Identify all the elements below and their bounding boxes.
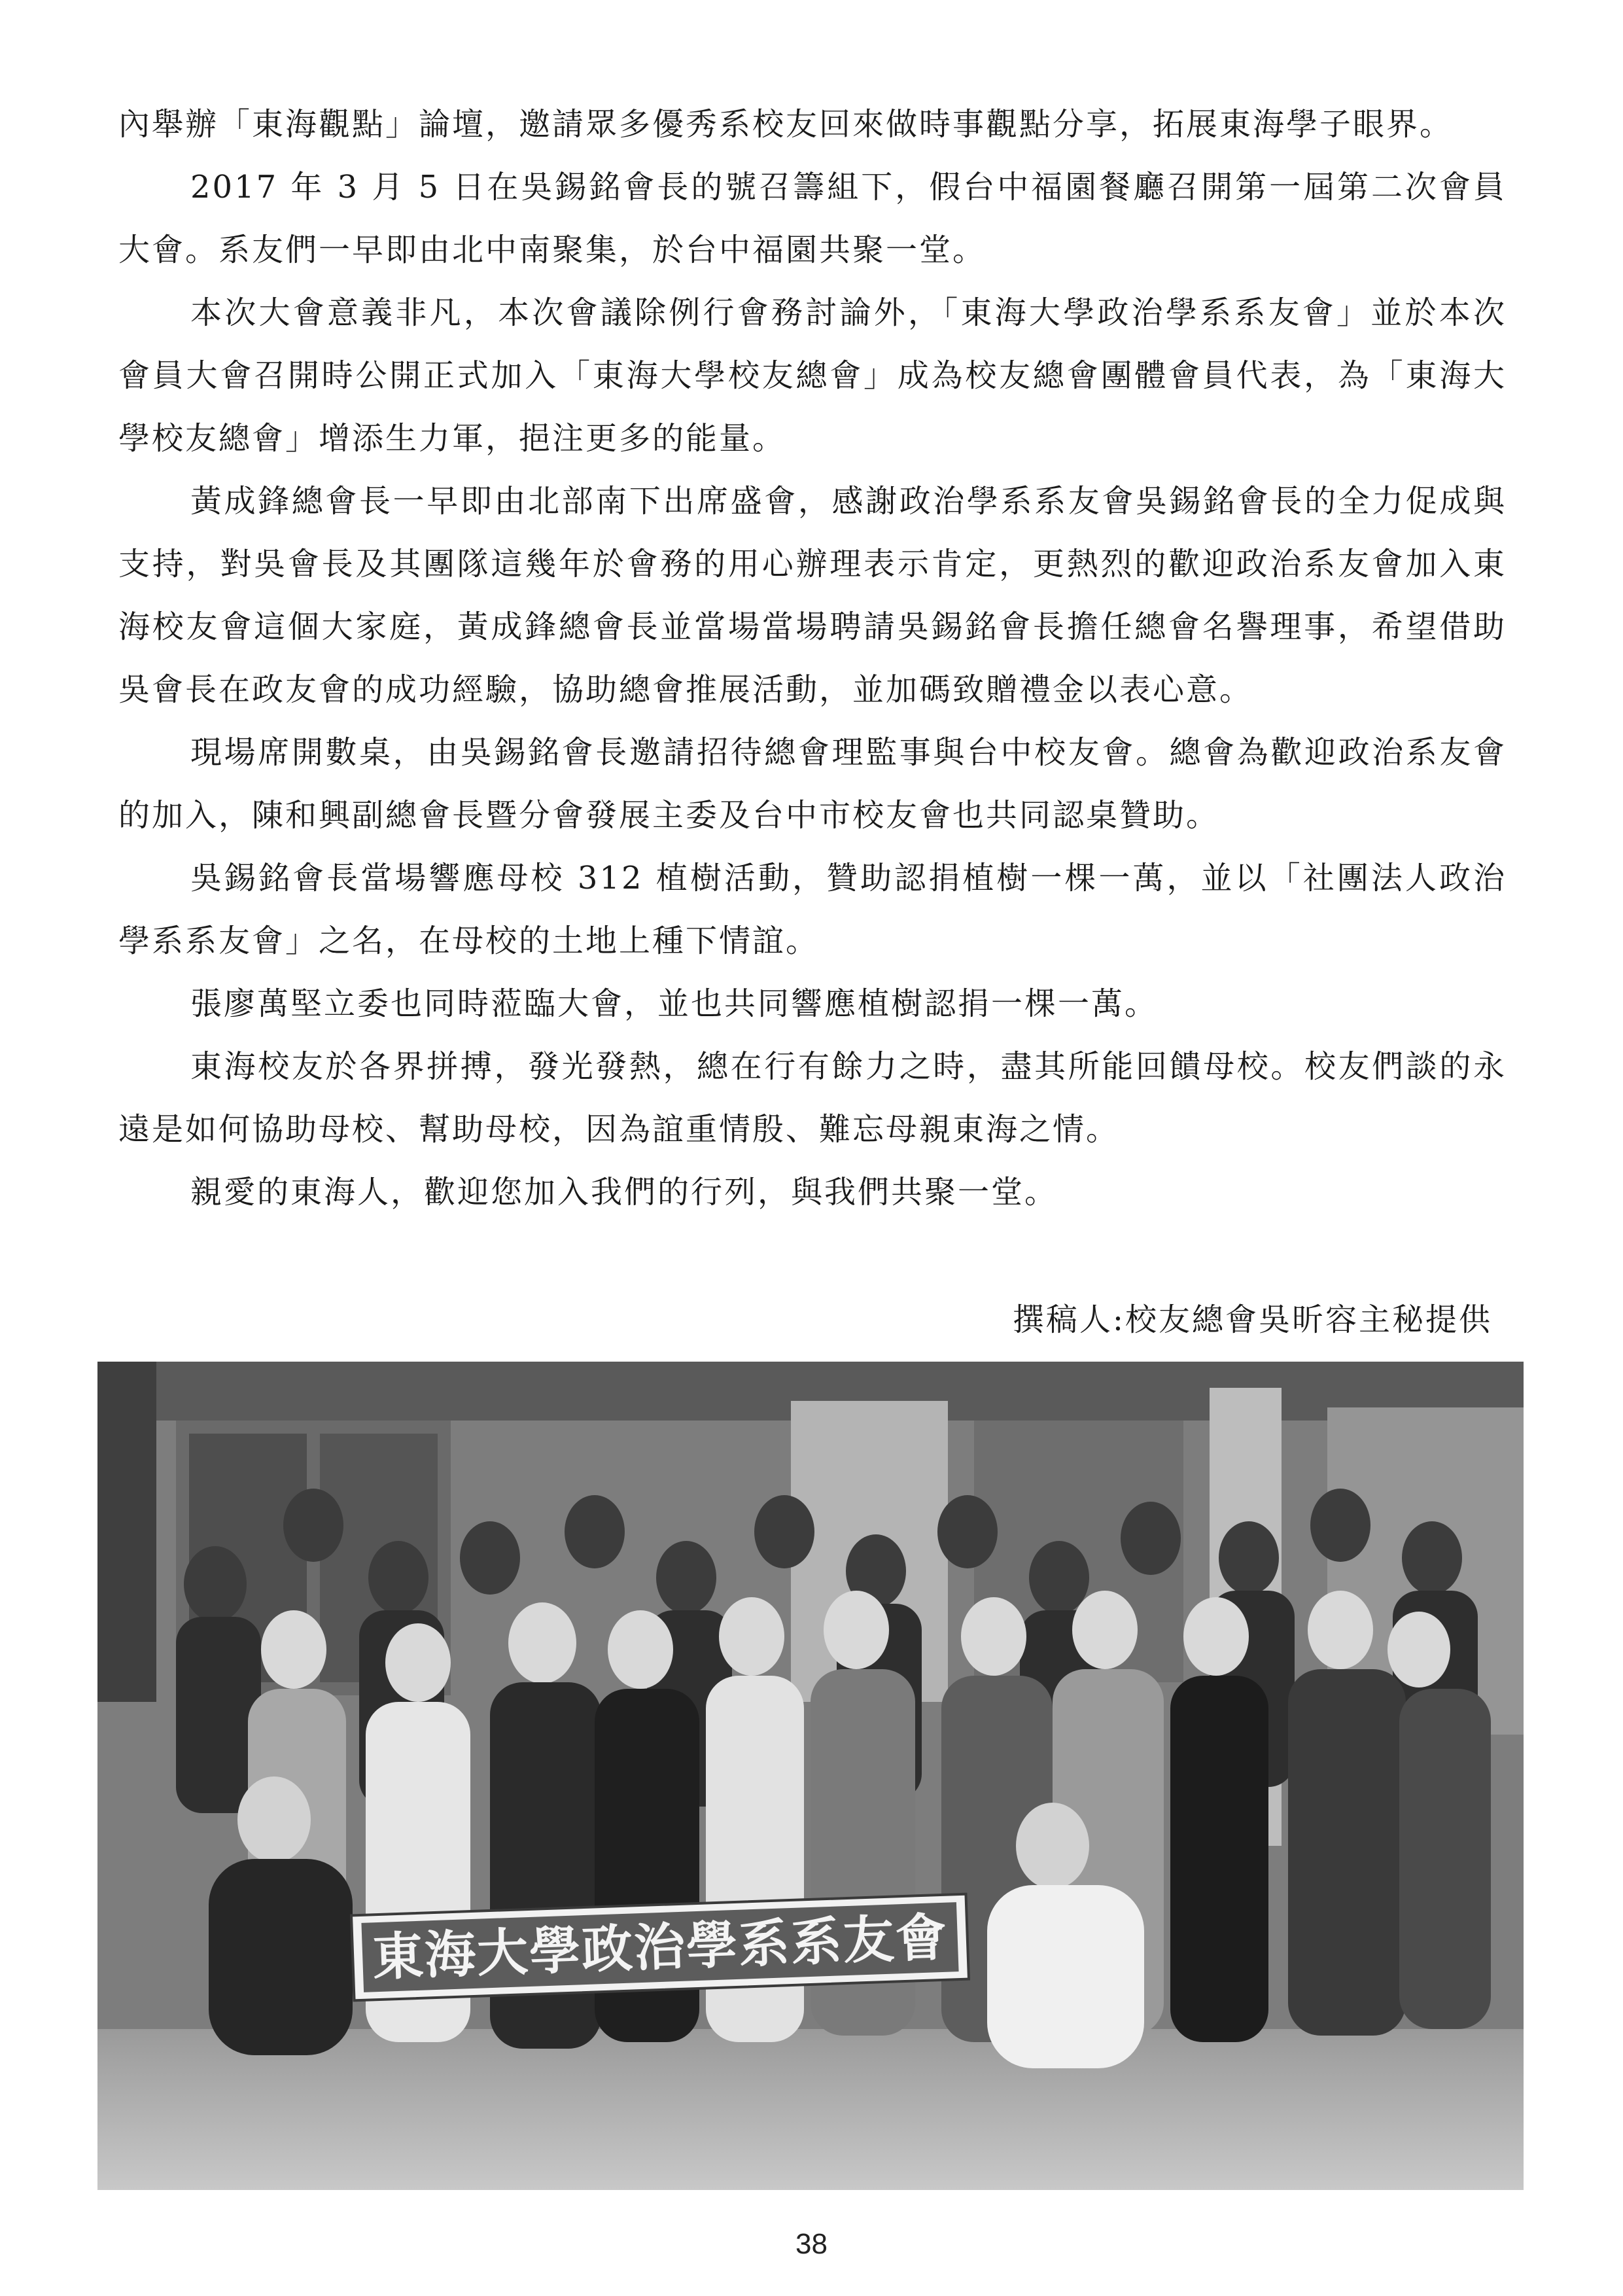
paragraph: 東海校友於各界拼搏，發光發熱，總在行有餘力之時，盡其所能回饋母校。校友們談的永遠是如何協助母校、幫助母校，因為誼重情殷、難忘母親東海之情。 — [118, 1048, 1507, 1148]
article-body — [118, 93, 1507, 1224]
paragraph: 親愛的東海人，歡迎您加入我們的行列，與我們共聚一堂。 — [190, 1174, 1058, 1210]
paragraph: 內舉辦「東海觀點」論壇，邀請眾多優秀系校友回來做時事觀點分享，拓展東海學子眼界。 — [118, 106, 1454, 143]
paragraph: 吳錫銘會長當場響應母校 312 植樹活動，贊助認捐植樹一棵一萬，並以「社團法人政治學系系友會」之名，在母校的土地上種下情誼。 — [118, 860, 1507, 959]
group-photo-illustration — [97, 1362, 1524, 2190]
page-number: 38 — [795, 2228, 828, 2260]
group-photo — [97, 1362, 1524, 2190]
paragraph: 本次大會意義非凡，本次會議除例行會務討論外，「東海大學政治學系系友會」並於本次會員大會召開時公開正式加入「東海大學校友總會」成為校友總會團體會員代表，為「東海大學校友總會」增添生力軍，挹注更多的能量。 — [118, 294, 1507, 457]
banner-text: 東海大學政治學系系友會 — [371, 1908, 949, 1988]
paragraph: 黃成鋒總會長一早即由北部南下出席盛會，感謝政治學系系友會吳錫銘會長的全力促成與支持，對吳會長及其團隊這幾年於會務的用心辦理表示肯定，更熱烈的歡迎政治系友會加入東海校友會這個大家庭，黃成鋒總會長並當場當場聘請吳錫銘會長擔任總會名譽理事，希望借助吳會長在政友會的成功經驗，協助總會推展活動，並加碼致贈禮金以表心意。 — [118, 483, 1507, 708]
paragraph: 現場席開數桌，由吳錫銘會長邀請招待總會理監事與台中校友會。總會為歡迎政治系友會的加入，陳和興副總會長暨分會發展主委及台中市校友會也共同認桌贊助。 — [118, 734, 1507, 834]
byline: 撰稿人:校友總會吳昕容主秘提供 — [1012, 1301, 1492, 1338]
paragraph: 張廖萬堅立委也同時蒞臨大會，並也共同響應植樹認捐一棵一萬。 — [190, 985, 1159, 1022]
paragraph: 2017 年 3 月 5 日在吳錫銘會長的號召籌組下，假台中福園餐廳召開第一屆第二次會員大會。系友們一早即由北中南聚集，於台中福園共聚一堂。 — [118, 169, 1507, 268]
